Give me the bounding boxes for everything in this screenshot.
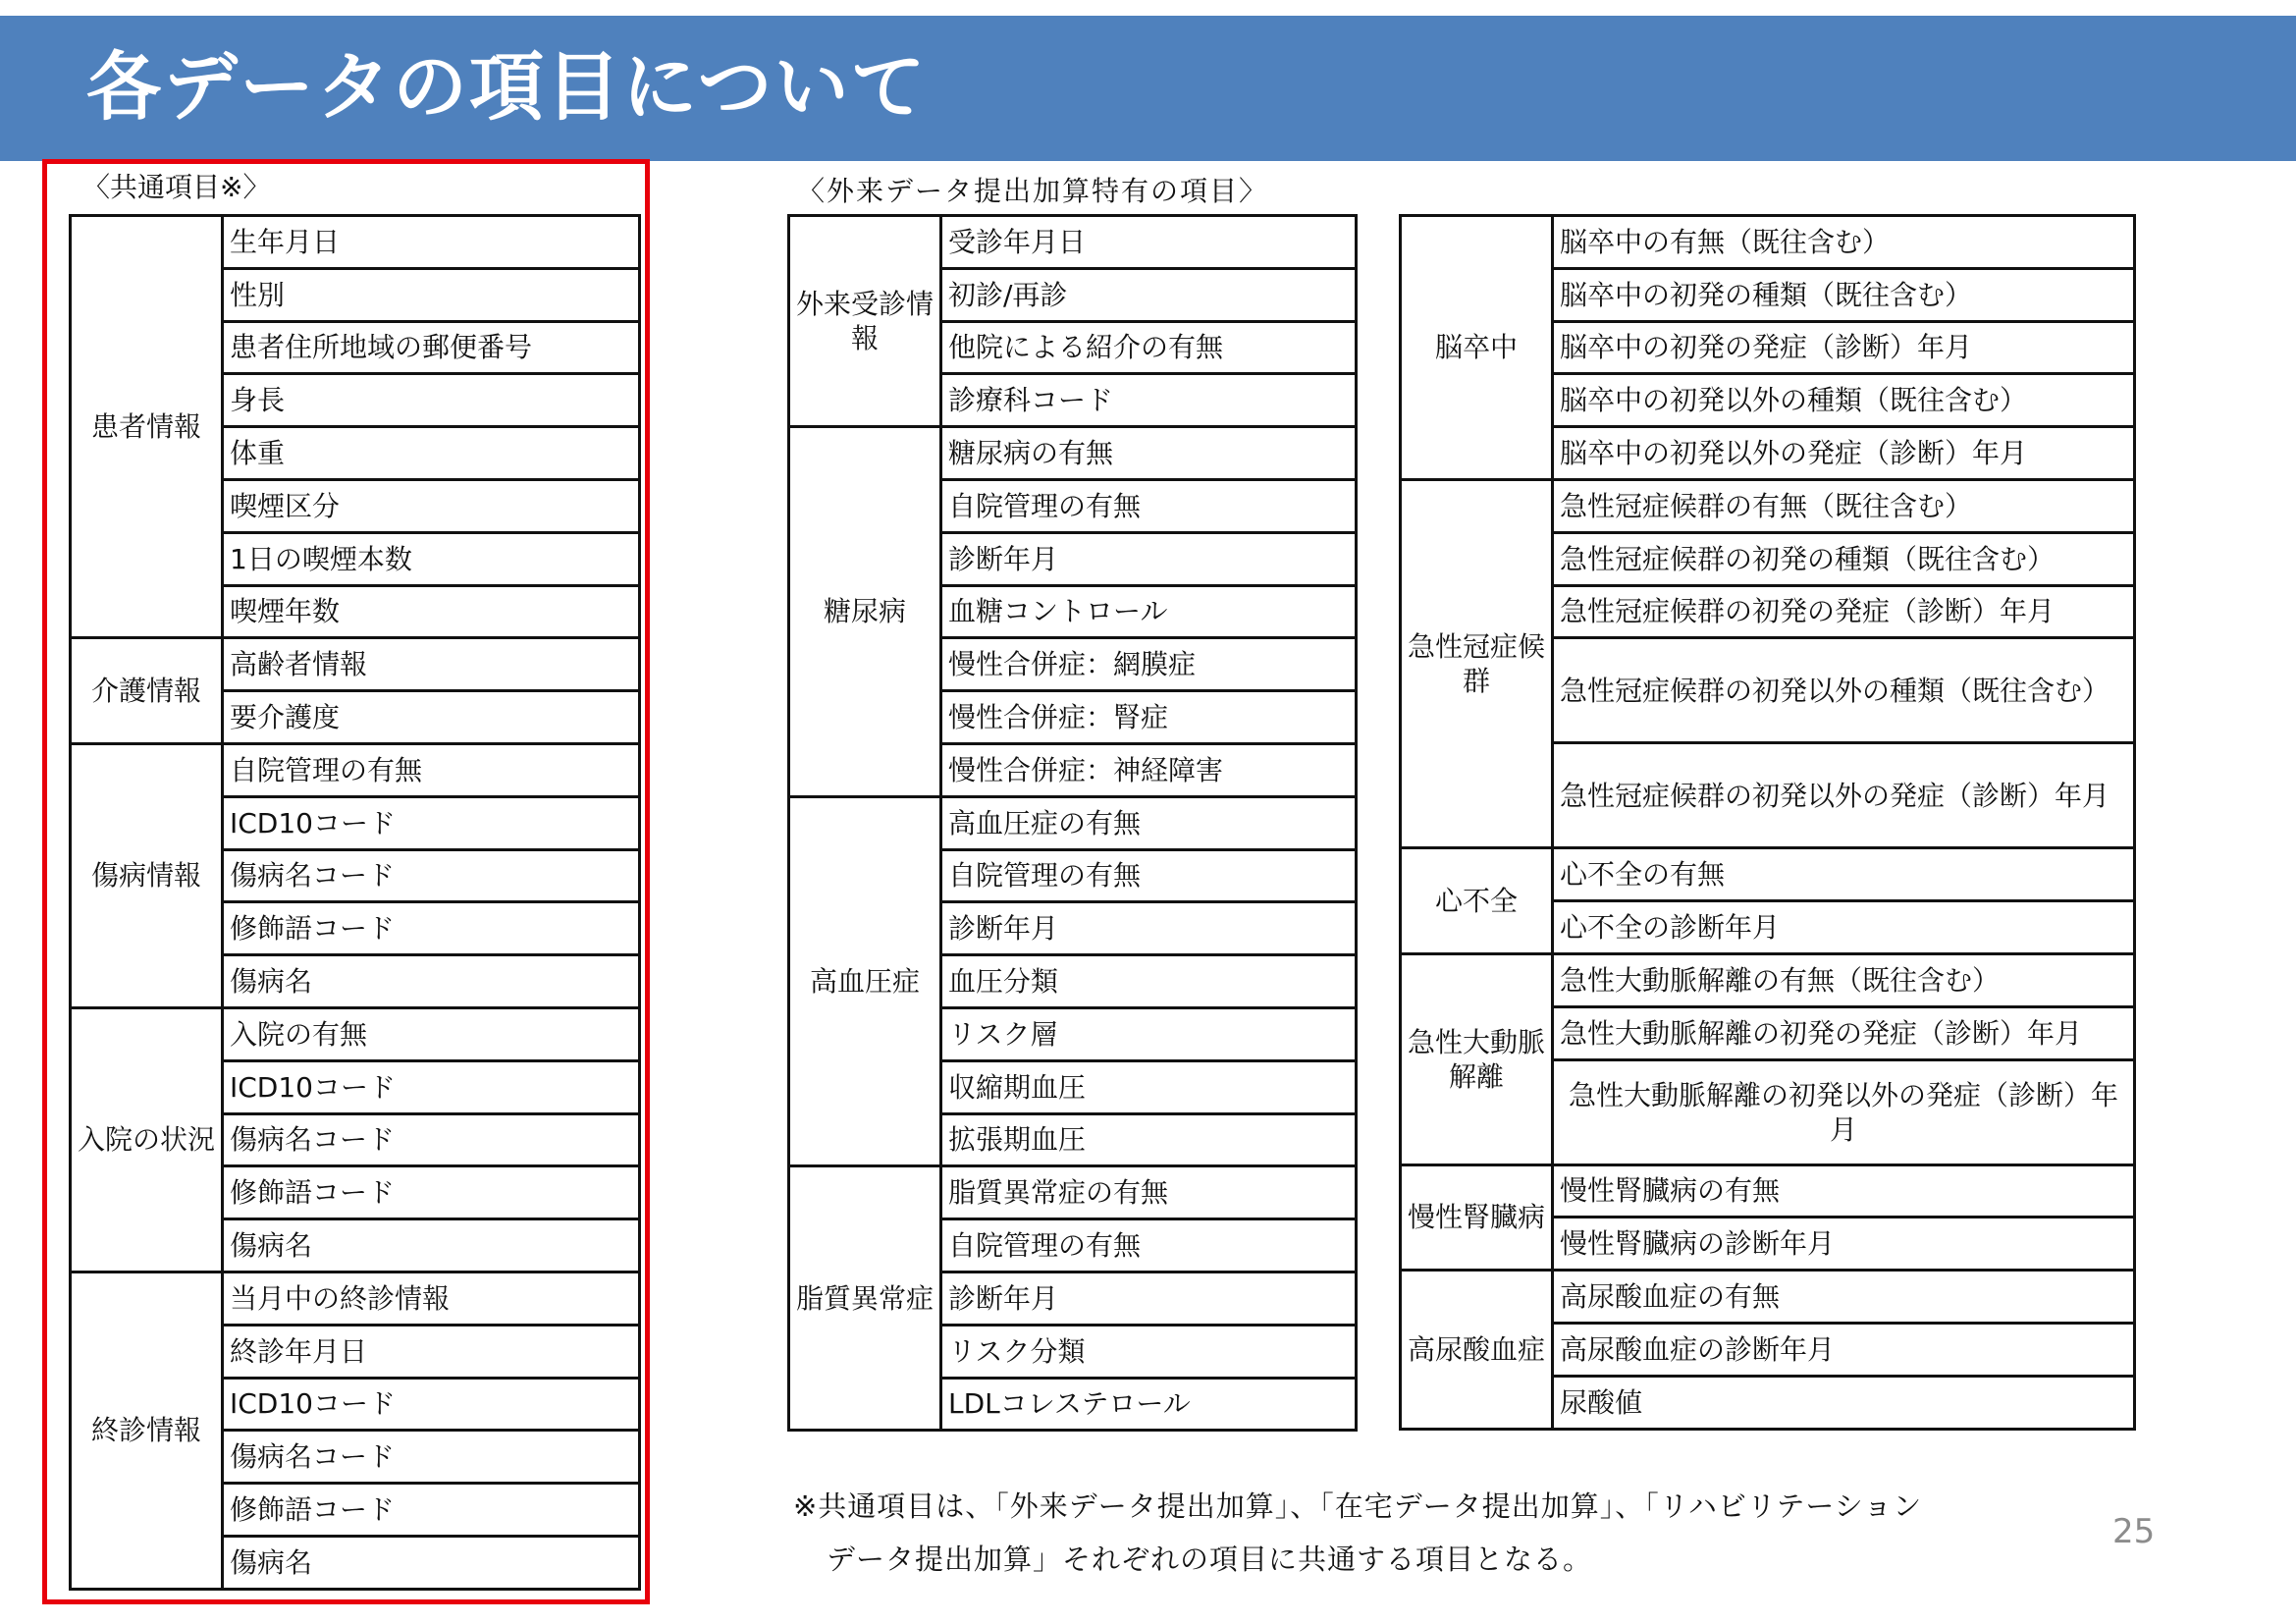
- item-cell: 脳卒中の初発以外の種類（既往含む）: [1553, 374, 2135, 427]
- item-cell: 急性大動脈解離の初発以外の発症（診断）年月: [1553, 1059, 2135, 1164]
- category-cell: 終診情報: [71, 1272, 223, 1589]
- item-cell: 他院による紹介の有無: [941, 321, 1357, 374]
- item-cell: 終診年月日: [223, 1325, 640, 1378]
- item-cell: 傷病名コード: [223, 1431, 640, 1484]
- item-cell: 急性大動脈解離の初発の発症（診断）年月: [1553, 1006, 2135, 1059]
- table-row: [71, 1272, 640, 1325]
- table-row: [1401, 479, 2135, 532]
- item-cell: 高尿酸血症の診断年月: [1553, 1323, 2135, 1376]
- item-cell: 自院管理の有無: [941, 479, 1357, 532]
- category-cell: 入院の状況: [71, 1007, 223, 1272]
- item-cell: リスク分類: [941, 1325, 1357, 1378]
- item-cell: 傷病名: [223, 955, 640, 1008]
- item-cell: 糖尿病の有無: [941, 427, 1357, 480]
- item-cell: 当月中の終診情報: [223, 1272, 640, 1325]
- item-cell: ICD10コード: [223, 796, 640, 849]
- item-cell: 診療科コード: [941, 374, 1357, 427]
- item-cell: 入院の有無: [223, 1007, 640, 1060]
- title-banner: [0, 16, 2296, 161]
- item-cell: 修飾語コード: [223, 1166, 640, 1219]
- outpatient-items-table-left: [787, 214, 1358, 1432]
- table-row: [71, 1007, 640, 1060]
- category-cell: 急性冠症候群: [1401, 479, 1553, 847]
- category-cell: 高尿酸血症: [1401, 1271, 1553, 1429]
- item-cell: 修飾語コード: [223, 902, 640, 955]
- item-cell: 尿酸値: [1553, 1376, 2135, 1429]
- item-cell: 脂質異常症の有無: [941, 1166, 1357, 1219]
- category-cell: 脂質異常症: [789, 1166, 941, 1431]
- table-row: [789, 796, 1357, 849]
- item-cell: 心不全の有無: [1553, 848, 2135, 901]
- item-cell: 脳卒中の有無（既往含む）: [1553, 216, 2135, 269]
- item-cell: 慢性腎臓病の有無: [1553, 1164, 2135, 1218]
- item-cell: 傷病名: [223, 1219, 640, 1272]
- outpatient-items-heading: 〈外来データ提出加算特有の項目〉: [797, 175, 1269, 207]
- item-cell: 患者住所地域の郵便番号: [223, 321, 640, 374]
- item-cell: 高尿酸血症の有無: [1553, 1271, 2135, 1324]
- category-cell: 傷病情報: [71, 743, 223, 1007]
- common-items-heading: 〈共通項目※〉: [82, 171, 271, 203]
- category-cell: 介護情報: [71, 638, 223, 744]
- table-row: [1401, 1271, 2135, 1324]
- item-cell: 急性冠症候群の初発の種類（既往含む）: [1553, 532, 2135, 585]
- item-cell: LDLコレステロール: [941, 1378, 1357, 1431]
- category-cell: 脳卒中: [1401, 216, 1553, 480]
- footnote: [793, 1481, 2167, 1586]
- page-number: 25: [2112, 1512, 2156, 1551]
- category-cell: 高血圧症: [789, 796, 941, 1166]
- item-cell: 急性冠症候群の初発以外の種類（既往含む）: [1553, 638, 2135, 743]
- category-cell: 心不全: [1401, 848, 1553, 954]
- item-cell: 収縮期血圧: [941, 1060, 1357, 1113]
- page-title: 各データの項目について: [86, 43, 928, 131]
- item-cell: 慢性腎臓病の診断年月: [1553, 1218, 2135, 1271]
- item-cell: 高齢者情報: [223, 638, 640, 691]
- item-cell: 拡張期血圧: [941, 1113, 1357, 1166]
- table-row: [789, 1166, 1357, 1219]
- item-cell: 急性冠症候群の初発以外の発症（診断）年月: [1553, 743, 2135, 848]
- item-cell: 自院管理の有無: [223, 743, 640, 796]
- outpatient-items-table-right: [1399, 214, 2136, 1431]
- item-cell: 初診/再診: [941, 268, 1357, 321]
- table-row: [1401, 848, 2135, 901]
- item-cell: 急性冠症候群の有無（既往含む）: [1553, 479, 2135, 532]
- item-cell: 1日の喫煙本数: [223, 532, 640, 585]
- item-cell: 慢性合併症：神経障害: [941, 743, 1357, 796]
- table-row: [71, 216, 640, 269]
- item-cell: 脳卒中の初発の種類（既往含む）: [1553, 268, 2135, 321]
- category-cell: 急性大動脈解離: [1401, 953, 1553, 1164]
- table-row: [1401, 216, 2135, 269]
- item-cell: ICD10コード: [223, 1378, 640, 1431]
- item-cell: 慢性合併症：腎症: [941, 691, 1357, 744]
- item-cell: 血圧分類: [941, 955, 1357, 1008]
- table-row: [71, 638, 640, 691]
- item-cell: 要介護度: [223, 691, 640, 744]
- item-cell: 診断年月: [941, 1272, 1357, 1325]
- item-cell: 脳卒中の初発以外の発症（診断）年月: [1553, 427, 2135, 480]
- category-cell: 外来受診情報: [789, 216, 941, 427]
- item-cell: 喫煙区分: [223, 479, 640, 532]
- table-row: [789, 216, 1357, 269]
- item-cell: 心不全の診断年月: [1553, 901, 2135, 954]
- table-row: [789, 427, 1357, 480]
- item-cell: 高血圧症の有無: [941, 796, 1357, 849]
- item-cell: 修飾語コード: [223, 1484, 640, 1537]
- item-cell: 傷病名: [223, 1536, 640, 1589]
- table-row: [1401, 953, 2135, 1006]
- item-cell: 生年月日: [223, 216, 640, 269]
- table-row: [71, 743, 640, 796]
- item-cell: 性別: [223, 268, 640, 321]
- item-cell: ICD10コード: [223, 1060, 640, 1113]
- footnote-line-2: データ提出加算」それぞれの項目に共通する項目となる。: [827, 1542, 1593, 1576]
- common-items-table: [69, 214, 641, 1591]
- footnote-line-1: ※共通項目は、「外来データ提出加算」、「在宅データ提出加算」、「リハビリテーション: [793, 1489, 1923, 1523]
- item-cell: 急性大動脈解離の有無（既往含む）: [1553, 953, 2135, 1006]
- category-cell: 慢性腎臓病: [1401, 1164, 1553, 1271]
- item-cell: 診断年月: [941, 902, 1357, 955]
- item-cell: 体重: [223, 427, 640, 480]
- item-cell: 受診年月日: [941, 216, 1357, 269]
- category-cell: 患者情報: [71, 216, 223, 638]
- item-cell: 脳卒中の初発の発症（診断）年月: [1553, 321, 2135, 374]
- item-cell: 慢性合併症：網膜症: [941, 638, 1357, 691]
- item-cell: 喫煙年数: [223, 585, 640, 638]
- item-cell: リスク層: [941, 1007, 1357, 1060]
- category-cell: 糖尿病: [789, 427, 941, 797]
- item-cell: 急性冠症候群の初発の発症（診断）年月: [1553, 585, 2135, 638]
- item-cell: 自院管理の有無: [941, 849, 1357, 902]
- table-row: [1401, 1164, 2135, 1218]
- item-cell: 身長: [223, 374, 640, 427]
- item-cell: 自院管理の有無: [941, 1219, 1357, 1272]
- item-cell: 傷病名コード: [223, 849, 640, 902]
- item-cell: 診断年月: [941, 532, 1357, 585]
- item-cell: 傷病名コード: [223, 1113, 640, 1166]
- item-cell: 血糖コントロール: [941, 585, 1357, 638]
